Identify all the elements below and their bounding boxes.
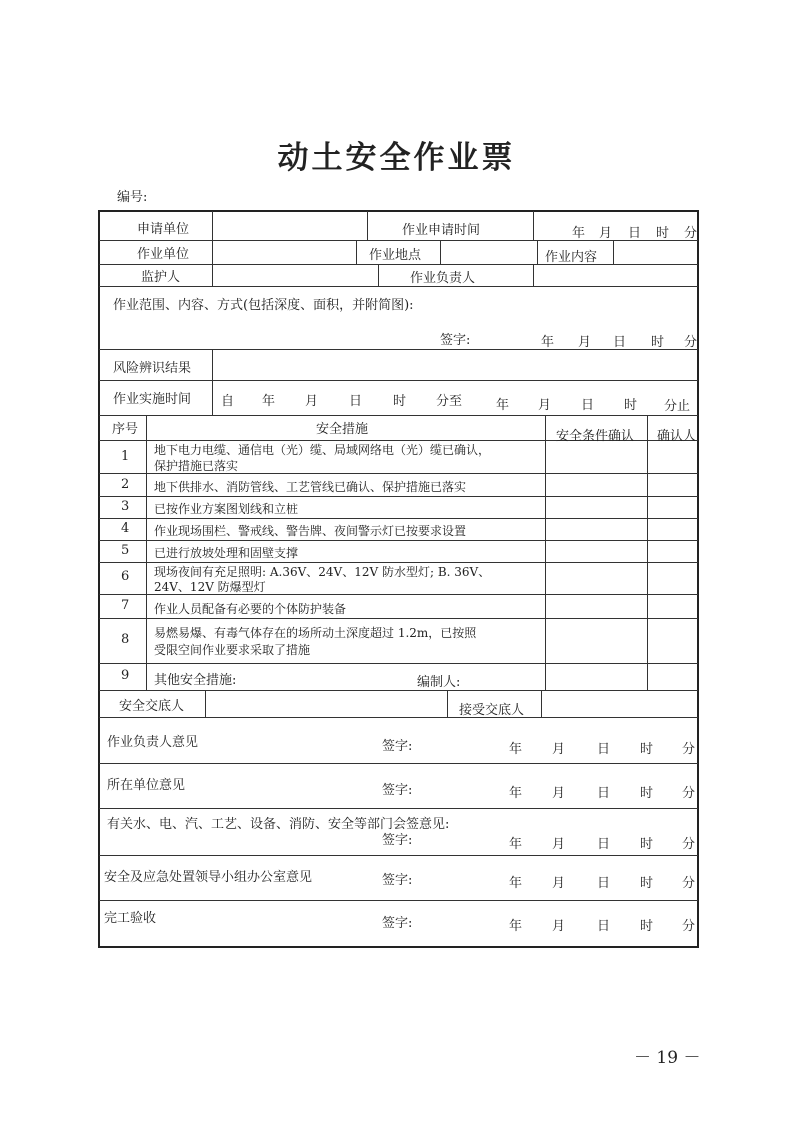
work-unit-label: 作业单位 xyxy=(137,247,190,262)
date-year: 年 xyxy=(509,837,523,852)
date-year: 年 xyxy=(509,742,523,757)
date-month: 月 xyxy=(599,226,613,241)
date-year: 年 xyxy=(509,786,523,801)
date-hour: 时 xyxy=(640,742,654,757)
impl-to: 分至 xyxy=(436,394,463,409)
sign-label: 签字: xyxy=(382,783,413,798)
rule xyxy=(647,415,648,690)
date-year: 年 xyxy=(572,226,586,241)
sign-label: 签字: xyxy=(382,873,413,888)
col-header-no: 序号 xyxy=(112,422,139,437)
rule xyxy=(99,618,698,619)
date-hour: 时 xyxy=(656,226,670,241)
apply-time-label: 作业申请时间 xyxy=(402,223,481,238)
measure-text: 已进行放坡处理和固壁支撑 xyxy=(154,546,299,560)
opinion-label: 作业负责人意见 xyxy=(107,735,199,750)
col-header-confirmer: 确认人 xyxy=(657,429,697,444)
rule xyxy=(99,540,698,541)
date-hour: 时 xyxy=(640,919,654,934)
measure-text: 已按作业方案图划线和立桩 xyxy=(154,502,299,516)
date-hour: 时 xyxy=(640,876,654,891)
measure-text: 现场夜间有充足照明: A.36V、24V、12V 防水型灯; B. 36V、 xyxy=(154,565,491,579)
opinion-label: 完工验收 xyxy=(104,911,157,926)
rule xyxy=(99,380,698,381)
date-day: 日 xyxy=(597,837,611,852)
rule xyxy=(99,690,698,691)
rule xyxy=(541,690,542,717)
opinion-label: 安全及应急处置领导小组办公室意见 xyxy=(104,870,313,885)
rule xyxy=(99,763,698,764)
date-day: 日 xyxy=(597,742,611,757)
rule xyxy=(440,240,441,264)
date-day: 日 xyxy=(597,876,611,891)
date-minute: 分 xyxy=(682,742,696,757)
measure-no: 7 xyxy=(121,598,130,613)
measure-text: 易燃易爆、有毒气体存在的场所动土深度超过 1.2m，已按照 xyxy=(154,626,477,640)
rule xyxy=(212,211,213,286)
date-minute: 分 xyxy=(682,786,696,801)
impl-hour2: 时 xyxy=(624,398,638,413)
rule xyxy=(99,717,698,718)
handover-receiver-label: 接受交底人 xyxy=(459,703,525,718)
impl-month: 月 xyxy=(305,394,319,409)
sign-label: 签字: xyxy=(440,333,471,348)
date-month: 月 xyxy=(552,742,566,757)
rule xyxy=(356,240,357,264)
work-content-label: 作业内容 xyxy=(545,250,598,265)
rule xyxy=(99,900,698,901)
col-header-confirm: 安全条件确认 xyxy=(556,429,635,444)
serial-label: 编号: xyxy=(117,190,148,205)
date-hour: 时 xyxy=(640,837,654,852)
sign-label: 签字: xyxy=(382,739,413,754)
date-month: 月 xyxy=(578,335,592,350)
measure-text: 其他安全措施: xyxy=(154,673,237,688)
rule xyxy=(99,415,698,416)
measure-text: 作业现场围栏、警戒线、警告牌、夜间警示灯已按要求设置 xyxy=(154,524,467,538)
measure-no: 3 xyxy=(121,499,130,514)
date-hour: 时 xyxy=(640,786,654,801)
rule xyxy=(533,211,534,240)
measure-no: 4 xyxy=(121,521,130,536)
rule xyxy=(212,349,213,415)
date-day: 日 xyxy=(613,335,627,350)
date-minute: 分 xyxy=(682,876,696,891)
sign-label: 签字: xyxy=(382,833,413,848)
impl-day: 日 xyxy=(349,394,363,409)
rule xyxy=(99,808,698,809)
measure-text: 地下供排水、消防管线、工艺管线已确认、保护措施已落实 xyxy=(154,480,467,494)
rule xyxy=(99,286,698,287)
date-year: 年 xyxy=(509,876,523,891)
date-month: 月 xyxy=(552,786,566,801)
measure-text: 24V、12V 防爆型灯 xyxy=(154,580,266,594)
impl-end: 分止 xyxy=(664,399,691,414)
date-day: 日 xyxy=(597,919,611,934)
measure-text: 保护措施已落实 xyxy=(154,459,239,473)
date-month: 月 xyxy=(552,837,566,852)
guardian-label: 监护人 xyxy=(141,270,181,285)
date-minute: 分 xyxy=(684,335,698,350)
measure-no: 5 xyxy=(121,543,130,558)
rule xyxy=(99,496,698,497)
measure-text: 作业人员配备有必要的个体防护装备 xyxy=(154,602,347,616)
apply-unit-label: 申请单位 xyxy=(137,222,190,237)
rule xyxy=(205,690,206,717)
handover-giver-label: 安全交底人 xyxy=(119,699,185,714)
date-day: 日 xyxy=(628,226,642,241)
rule xyxy=(613,240,614,264)
date-day: 日 xyxy=(597,786,611,801)
measure-no: 6 xyxy=(121,569,130,584)
page-number: － 19 － xyxy=(634,1048,701,1068)
opinion-label: 有关水、电、汽、工艺、设备、消防、安全等部门会签意见: xyxy=(107,817,450,832)
impl-year: 年 xyxy=(262,394,276,409)
rule xyxy=(533,264,534,286)
impl-year2: 年 xyxy=(496,398,510,413)
rule xyxy=(99,264,698,265)
date-minute: 分 xyxy=(682,919,696,934)
rule xyxy=(378,264,379,286)
date-year: 年 xyxy=(509,919,523,934)
rule xyxy=(367,211,368,240)
rule xyxy=(146,415,147,690)
col-header-measures: 安全措施 xyxy=(316,422,369,437)
date-year: 年 xyxy=(541,335,555,350)
date-minute: 分 xyxy=(684,226,698,241)
impl-time-label: 作业实施时间 xyxy=(113,392,192,407)
sign-label: 签字: xyxy=(382,916,413,931)
measure-no: 2 xyxy=(121,477,130,492)
date-month: 月 xyxy=(552,876,566,891)
impl-hour: 时 xyxy=(393,394,407,409)
measure-text: 地下电力电缆、通信电（光）缆、局域网络电（光）缆已确认， xyxy=(154,443,491,457)
date-hour: 时 xyxy=(651,335,665,350)
measure-text: 受限空间作业要求采取了措施 xyxy=(154,643,311,657)
rule xyxy=(99,855,698,856)
rule xyxy=(99,663,698,664)
opinion-label: 所在单位意见 xyxy=(107,778,186,793)
rule xyxy=(447,690,448,717)
rule xyxy=(99,518,698,519)
date-month: 月 xyxy=(552,919,566,934)
work-leader-label: 作业负责人 xyxy=(410,271,476,286)
page-title: 动土安全作业票 xyxy=(277,140,516,176)
rule xyxy=(537,240,538,264)
measure-no: 1 xyxy=(121,449,130,464)
measure-no: 9 xyxy=(121,668,130,683)
work-site-label: 作业地点 xyxy=(369,248,422,263)
impl-month2: 月 xyxy=(538,398,552,413)
rule xyxy=(99,349,698,350)
impl-from: 自 xyxy=(221,394,235,409)
impl-day2: 日 xyxy=(581,398,595,413)
compiler-label: 编制人: xyxy=(417,675,461,690)
rule xyxy=(545,415,546,690)
risk-result-label: 风险辨识结果 xyxy=(113,361,192,376)
scope-label: 作业范围、内容、方式(包括深度、面积，并附简图): xyxy=(113,298,414,313)
measure-no: 8 xyxy=(121,632,130,647)
date-minute: 分 xyxy=(682,837,696,852)
